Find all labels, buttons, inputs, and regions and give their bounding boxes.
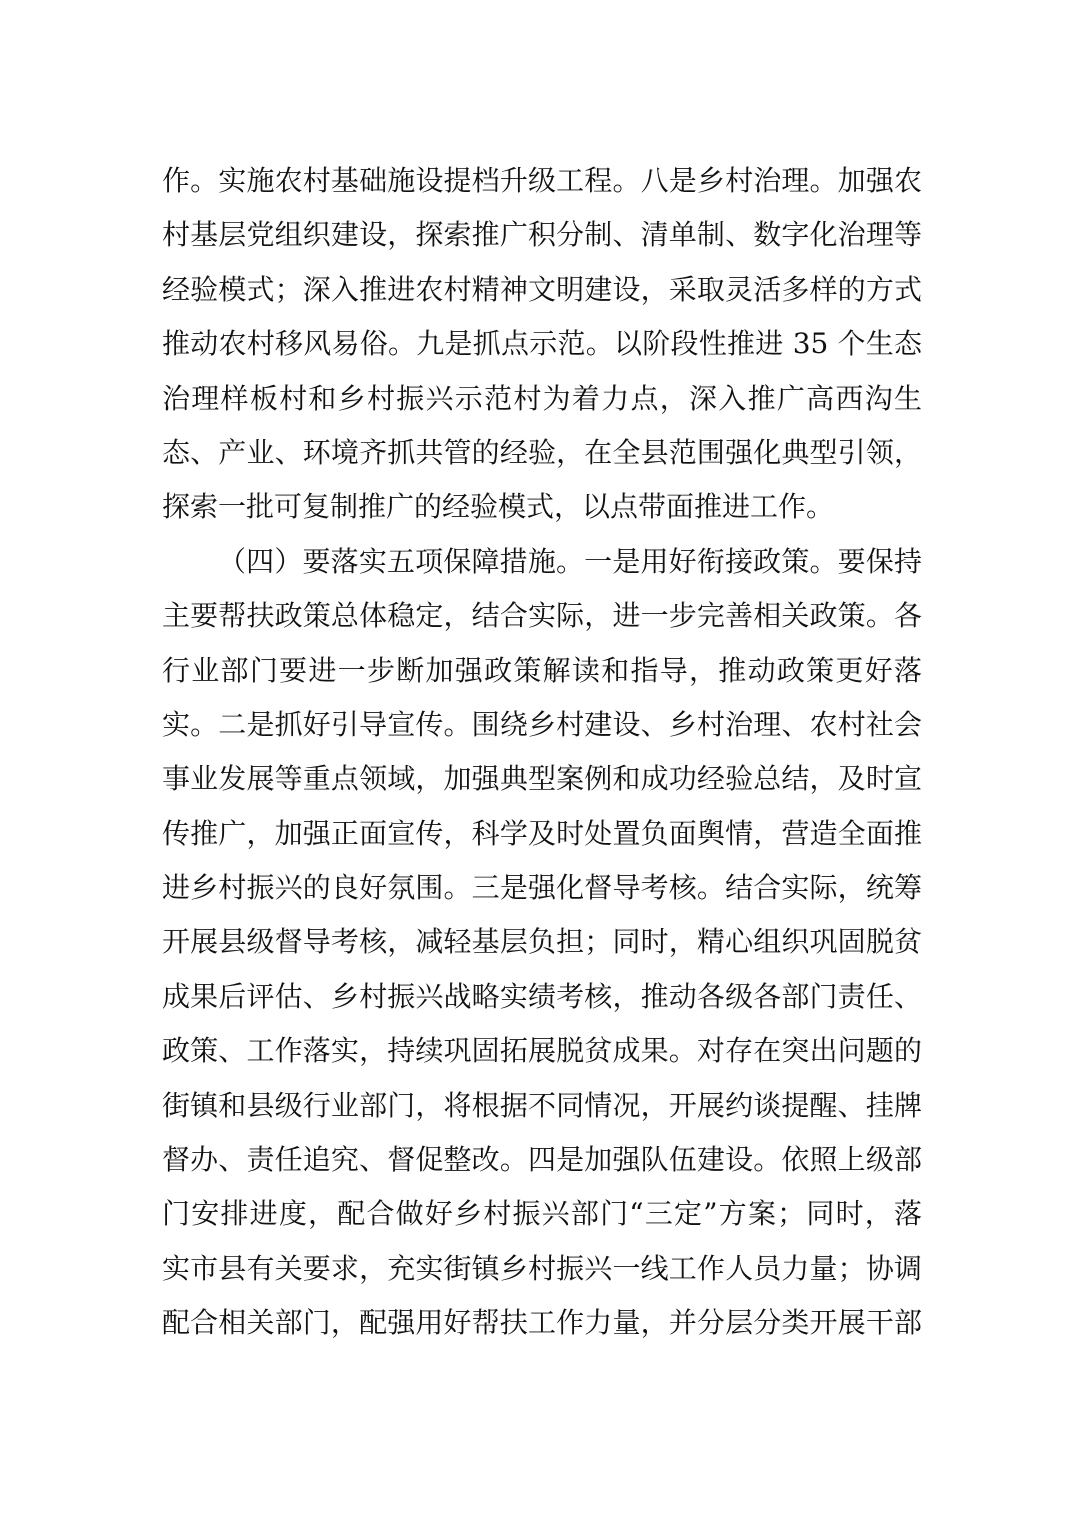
text-line: 行业部门要进一步断加强政策解读和指导，推动政策更好落 (162, 653, 922, 687)
text-line: 实市县有关要求，充实街镇乡村振兴一线工作人员力量；协调 (162, 1251, 922, 1285)
body-text (162, 154, 922, 1351)
text-line: 态、产业、环境齐抓共管的经验，在全县范围强化典型引领， (162, 435, 922, 469)
text-line: 治理样板村和乡村振兴示范村为着力点，深入推广高西沟生 (162, 381, 922, 415)
text-line: 督办、责任追究、督促整改。四是加强队伍建设。依照上级部 (162, 1143, 922, 1177)
section-heading-line: （四）要落实五项保障措施。一是用好衔接政策。要保持 (218, 544, 922, 578)
text-line: 事业发展等重点领域，加强典型案例和成功经验总结，及时宣 (162, 762, 922, 796)
text-line: 传推广，加强正面宣传，科学及时处置负面舆情，营造全面推 (162, 816, 922, 850)
text-line: 进乡村振兴的良好氛围。三是强化督导考核。结合实际，统筹 (162, 871, 922, 905)
text-line: 街镇和县级行业部门，将根据不同情况，开展约谈提醒、挂牌 (162, 1088, 922, 1122)
text-line: 主要帮扶政策总体稳定，结合实际，进一步完善相关政策。各 (162, 599, 922, 633)
text-line: 政策、工作落实，持续巩固拓展脱贫成果。对存在突出问题的 (162, 1034, 922, 1068)
text-line: 推动农村移风易俗。九是抓点示范。以阶段性推进 35 个生态 (162, 327, 922, 361)
text-line: 作。实施农村基础施设提档升级工程。八是乡村治理。加强农 (162, 164, 922, 197)
text-line: 村基层党组织建设，探索推广积分制、清单制、数字化治理等 (162, 218, 922, 252)
text-line: 经验模式；深入推进农村精神文明建设，采取灵活多样的方式 (162, 272, 922, 306)
text-line: 门安排进度，配合做好乡村振兴部门“三定”方案；同时，落 (162, 1197, 922, 1231)
paragraph-end-line: 探索一批可复制推广的经验模式，以点带面推进工作。 (162, 490, 835, 524)
text-line: 实。二是抓好引导宣传。围绕乡村建设、乡村治理、农村社会 (162, 707, 922, 741)
text-line: 配合相关部门，配强用好帮扶工作力量，并分层分类开展干部 (162, 1306, 922, 1340)
text-line: 成果后评估、乡村振兴战略实绩考核，推动各级各部门责任、 (162, 979, 922, 1013)
text-line: 开展县级督导考核，减轻基层负担；同时，精心组织巩固脱贫 (162, 925, 922, 959)
